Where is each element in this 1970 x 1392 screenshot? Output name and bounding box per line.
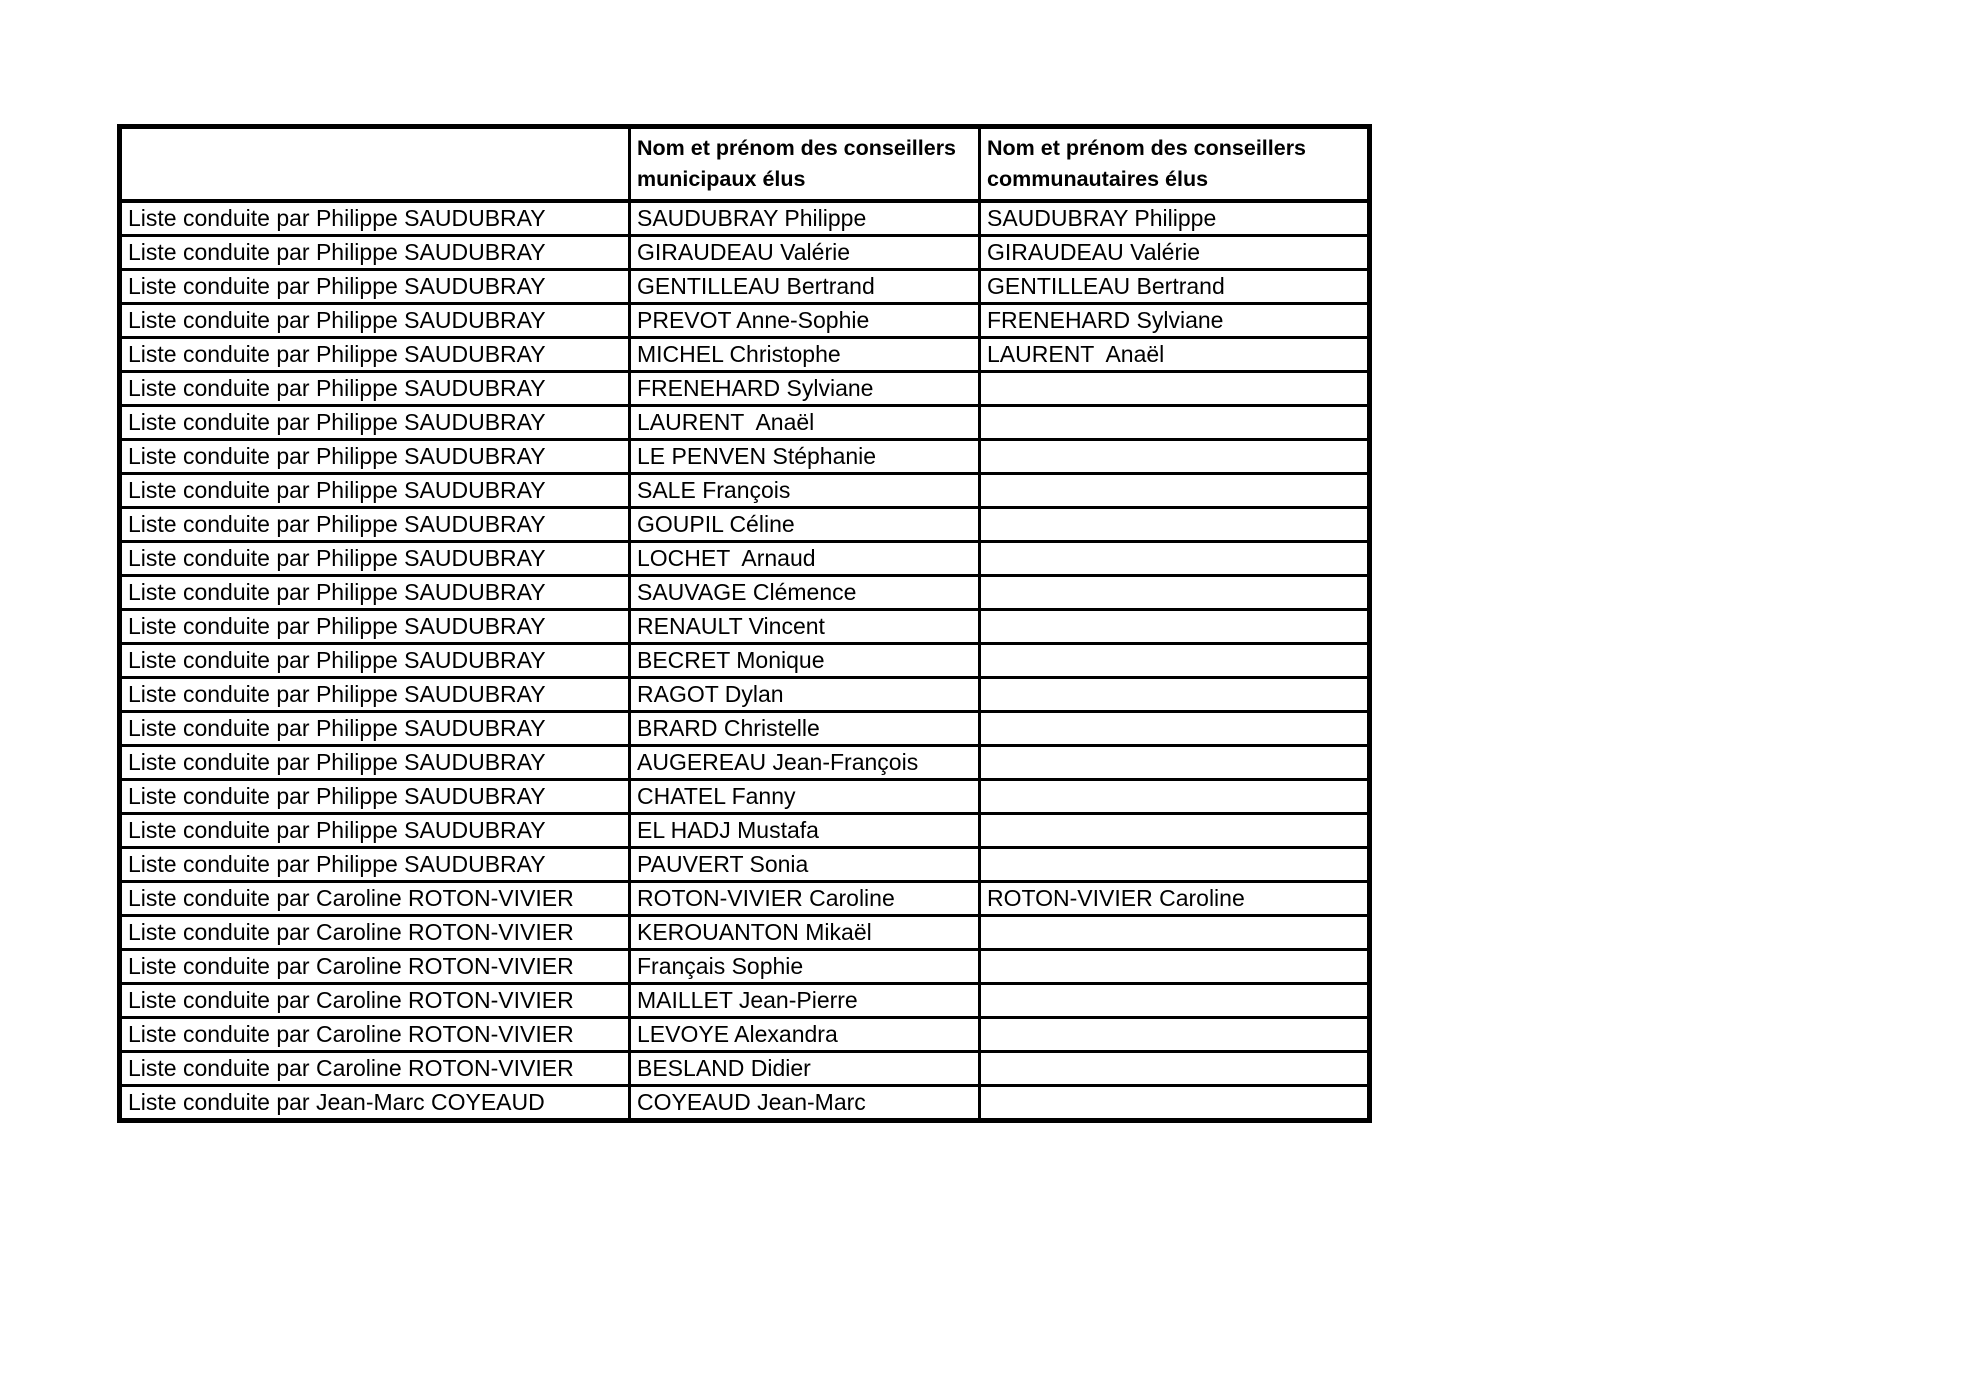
liste-cell: Liste conduite par Philippe SAUDUBRAY [120,677,630,711]
table-row [120,881,1370,915]
municipaux-cell: ROTON-VIVIER Caroline [630,881,980,915]
municipaux-cell: KEROUANTON Mikaël [630,915,980,949]
municipaux-cell: COYEAUD Jean-Marc [630,1085,980,1120]
municipaux-cell: BESLAND Didier [630,1051,980,1085]
header-row [120,127,1370,201]
header-communautaires-line2: communautaires élus [987,166,1209,191]
liste-cell: Liste conduite par Philippe SAUDUBRAY [120,575,630,609]
communautaires-cell [980,813,1370,847]
liste-cell: Liste conduite par Philippe SAUDUBRAY [120,303,630,337]
table-row [120,541,1370,575]
table-row [120,507,1370,541]
header-cell-municipaux [630,127,980,201]
communautaires-cell [980,439,1370,473]
municipaux-cell: BRARD Christelle [630,711,980,745]
communautaires-cell [980,575,1370,609]
table-row [120,915,1370,949]
communautaires-cell [980,711,1370,745]
municipaux-cell: LAURENT Anaël [630,405,980,439]
liste-cell: Liste conduite par Philippe SAUDUBRAY [120,473,630,507]
liste-cell: Liste conduite par Philippe SAUDUBRAY [120,337,630,371]
election-results-table [117,124,1372,1123]
municipaux-cell: MICHEL Christophe [630,337,980,371]
table-row [120,405,1370,439]
communautaires-cell [980,745,1370,779]
communautaires-cell [980,405,1370,439]
communautaires-cell: GENTILLEAU Bertrand [980,269,1370,303]
table-row [120,813,1370,847]
municipaux-cell: AUGEREAU Jean-François [630,745,980,779]
communautaires-cell [980,541,1370,575]
liste-cell: Liste conduite par Philippe SAUDUBRAY [120,813,630,847]
liste-cell: Liste conduite par Philippe SAUDUBRAY [120,371,630,405]
liste-cell: Liste conduite par Philippe SAUDUBRAY [120,507,630,541]
table-row [120,711,1370,745]
liste-cell: Liste conduite par Philippe SAUDUBRAY [120,745,630,779]
liste-cell: Liste conduite par Caroline ROTON-VIVIER [120,1051,630,1085]
table-row [120,745,1370,779]
liste-cell: Liste conduite par Philippe SAUDUBRAY [120,439,630,473]
table-row [120,575,1370,609]
table-row [120,303,1370,337]
municipaux-cell: PREVOT Anne-Sophie [630,303,980,337]
table-row [120,371,1370,405]
liste-cell: Liste conduite par Philippe SAUDUBRAY [120,269,630,303]
communautaires-cell: LAURENT Anaël [980,337,1370,371]
liste-cell: Liste conduite par Philippe SAUDUBRAY [120,847,630,881]
table-row [120,677,1370,711]
liste-cell: Liste conduite par Philippe SAUDUBRAY [120,541,630,575]
liste-cell: Liste conduite par Caroline ROTON-VIVIER [120,915,630,949]
table-header [120,127,1370,201]
header-cell-communautaires [980,127,1370,201]
communautaires-cell [980,949,1370,983]
table-row [120,1051,1370,1085]
header-communautaires-line1: Nom et prénom des conseillers [987,135,1307,160]
municipaux-cell: SALE François [630,473,980,507]
table-row [120,439,1370,473]
municipaux-cell: SAUDUBRAY Philippe [630,201,980,236]
table-row [120,269,1370,303]
communautaires-cell [980,507,1370,541]
liste-cell: Liste conduite par Philippe SAUDUBRAY [120,711,630,745]
communautaires-cell [980,983,1370,1017]
table-row [120,949,1370,983]
municipaux-cell: RAGOT Dylan [630,677,980,711]
communautaires-cell [980,1051,1370,1085]
table-row [120,473,1370,507]
table-row [120,983,1370,1017]
election-results-table-container [117,124,1372,1123]
liste-cell: Liste conduite par Caroline ROTON-VIVIER [120,949,630,983]
municipaux-cell: GENTILLEAU Bertrand [630,269,980,303]
communautaires-cell [980,915,1370,949]
communautaires-cell [980,643,1370,677]
liste-cell: Liste conduite par Philippe SAUDUBRAY [120,779,630,813]
municipaux-cell: CHATEL Fanny [630,779,980,813]
table-row [120,609,1370,643]
header-municipaux-line2: municipaux élus [637,166,806,191]
communautaires-cell [980,1017,1370,1051]
liste-cell: Liste conduite par Philippe SAUDUBRAY [120,201,630,236]
municipaux-cell: SAUVAGE Clémence [630,575,980,609]
liste-cell: Liste conduite par Caroline ROTON-VIVIER [120,1017,630,1051]
table-row [120,847,1370,881]
communautaires-cell [980,779,1370,813]
table-row [120,779,1370,813]
municipaux-cell: LEVOYE Alexandra [630,1017,980,1051]
table-row [120,337,1370,371]
header-cell-empty [120,127,630,201]
liste-cell: Liste conduite par Philippe SAUDUBRAY [120,405,630,439]
municipaux-cell: BECRET Monique [630,643,980,677]
communautaires-cell: ROTON-VIVIER Caroline [980,881,1370,915]
table-row [120,1085,1370,1120]
table-row [120,235,1370,269]
communautaires-cell [980,847,1370,881]
municipaux-cell: PAUVERT Sonia [630,847,980,881]
liste-cell: Liste conduite par Philippe SAUDUBRAY [120,643,630,677]
communautaires-cell: GIRAUDEAU Valérie [980,235,1370,269]
communautaires-cell [980,1085,1370,1120]
liste-cell: Liste conduite par Philippe SAUDUBRAY [120,235,630,269]
table-body [120,201,1370,1121]
header-municipaux-line1: Nom et prénom des conseillers [637,135,957,160]
table-row [120,201,1370,236]
liste-cell: Liste conduite par Caroline ROTON-VIVIER [120,983,630,1017]
communautaires-cell [980,371,1370,405]
communautaires-cell: SAUDUBRAY Philippe [980,201,1370,236]
municipaux-cell: LOCHET Arnaud [630,541,980,575]
communautaires-cell [980,609,1370,643]
liste-cell: Liste conduite par Philippe SAUDUBRAY [120,609,630,643]
communautaires-cell [980,677,1370,711]
municipaux-cell: MAILLET Jean-Pierre [630,983,980,1017]
municipaux-cell: Français Sophie [630,949,980,983]
municipaux-cell: RENAULT Vincent [630,609,980,643]
municipaux-cell: LE PENVEN Stéphanie [630,439,980,473]
liste-cell: Liste conduite par Jean-Marc COYEAUD [120,1085,630,1120]
municipaux-cell: FRENEHARD Sylviane [630,371,980,405]
municipaux-cell: GIRAUDEAU Valérie [630,235,980,269]
liste-cell: Liste conduite par Caroline ROTON-VIVIER [120,881,630,915]
municipaux-cell: GOUPIL Céline [630,507,980,541]
municipaux-cell: EL HADJ Mustafa [630,813,980,847]
communautaires-cell: FRENEHARD Sylviane [980,303,1370,337]
table-row [120,1017,1370,1051]
communautaires-cell [980,473,1370,507]
table-row [120,643,1370,677]
